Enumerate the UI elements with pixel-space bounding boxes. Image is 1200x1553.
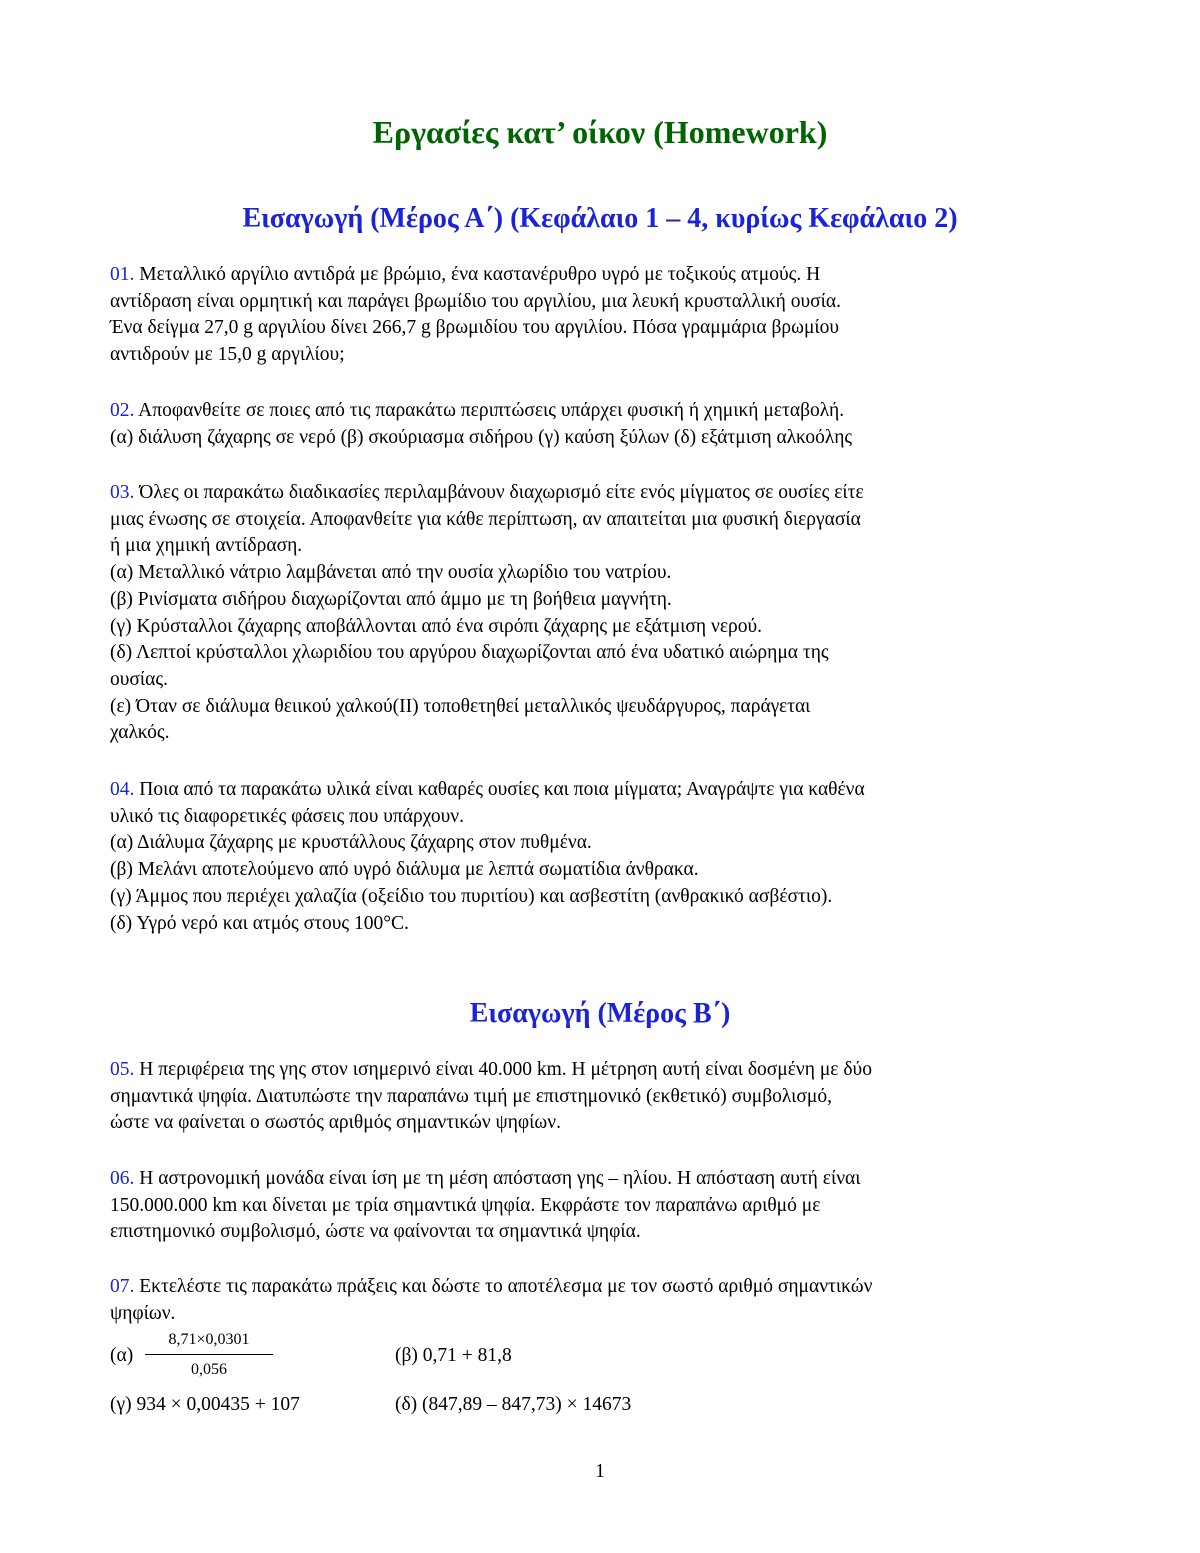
exercise-line: (β) Ρινίσματα σιδήρου διαχωρίζονται από άμμο με τη βοήθεια μαγνήτη. [110,588,672,610]
section-heading-part-a: Εισαγωγή (Μέρος Α΄) (Κεφάλαιο 1 – 4, κυρίως Κεφάλαιο 2) [242,203,958,234]
exercise-number: 06. [110,1168,135,1189]
exercise-number: 02. [110,400,135,421]
exercise-line: επιστημονικό συμβολισμό, ώστε να φαίνονται τα σημαντικά ψηφία. [110,1221,641,1243]
exercise-line: (ε) Όταν σε διάλυμα θειικού χαλκού(ΙΙ) τοποθετηθεί μεταλλικός ψευδάργυρος, παράγεται [110,695,811,717]
exercise-line: (α) διάλυση ζάχαρης σε νερό (β) σκούριασμα σιδήρου (γ) καύση ξύλων (δ) εξάτμιση αλκοόλης [110,426,853,448]
exercise-line [110,777,1100,804]
exercise-line: ψηφίων. [110,1302,176,1324]
exercise-text: Αποφανθείτε σε ποιες από τις παρακάτω περιπτώσεις υπάρχει φυσική ή χημική μεταβολή. [134,400,845,421]
exercise-text: Εκτελέστε τις παρακάτω πράξεις και δώστε το αποτέλεσμα με τον σωστό αριθμό σημαντικών [134,1276,873,1297]
exercise-line: (δ) Λεπτοί κρύσταλλοι χλωριδίου του αργύρου διαχωρίζονται από ένα υδατικό αιώρημα της [110,642,829,664]
exercise-line: (γ) Άμμος που περιέχει χαλαζία (οξείδιο του πυριτίου) και ασβεστίτη (ανθρακικό ασβέστιο). [110,885,833,907]
exercise-line: ουσίας. [110,668,168,690]
exercise-text: Η περιφέρεια της γης στον ισημερινό είναι 40.000 km. Η μέτρηση αυτή είναι δοσμένη με δύο [134,1059,872,1080]
exercise-line: ή μια χημική αντίδραση. [110,535,303,557]
exercise-text: Όλες οι παρακάτω διαδικασίες περιλαμβάνουν διαχωρισμό είτε ενός μίγματος σε ουσίες είτε [134,482,864,503]
exercise-line: (α) Διάλυμα ζάχαρης με κρυστάλλους ζάχαρης στον πυθμένα. [110,832,592,854]
math-b: (β) 0,71 + 81,8 [395,1345,512,1366]
exercise-01 [110,262,1100,369]
document-title: Εργασίες κατ’ οίκον (Homework) [372,114,828,150]
exercise-04 [110,777,1100,937]
fraction-numerator: 8,71×0,0301 [168,1331,250,1348]
math-a-label: (α) [110,1345,134,1366]
exercise-line: χαλκός. [110,722,170,744]
exercise-line [110,262,1100,289]
fraction [145,1326,273,1383]
exercise-line [110,480,1100,507]
exercise-text: Η αστρονομική μονάδα είναι ίση με τη μέση απόσταση γης – ηλίου. Η απόσταση αυτή είναι [134,1168,861,1189]
exercise-06 [110,1166,1100,1246]
exercise-05 [110,1057,1100,1137]
exercise-line: (α) Μεταλλικό νάτριο λαμβάνεται από την ουσία χλωρίδιο του νατρίου. [110,562,672,584]
exercise-number: 03. [110,482,135,503]
math-d: (δ) (847,89 – 847,73) × 14673 [395,1394,632,1415]
exercise-02 [110,398,1100,451]
exercise-number: 04. [110,779,135,800]
exercise-line: αντίδραση είναι ορμητική και παράγει βρωμίδιο του αργιλίου, μια λευκή κρυσταλλική ουσία. [110,290,842,312]
exercise-line [110,1166,1100,1193]
exercise-text: Μεταλλικό αργίλιο αντιδρά με βρώμιο, ένα καστανέρυθρο υγρό με τοξικούς ατμούς. Η [134,264,821,285]
fraction-denominator: 0,056 [191,1361,227,1378]
exercise-line: σημαντικά ψηφία. Διατυπώστε την παραπάνω τιμή με επιστημονικό (εκθετικό) συμβολισμό, [110,1085,832,1107]
exercise-number: 01. [110,264,135,285]
exercise-line: (γ) Κρύσταλλοι ζάχαρης αποβάλλονται από ένα σιρόπι ζάχαρης με εξάτμιση νερού. [110,615,763,637]
exercise-number: 07. [110,1276,135,1297]
exercise-number: 05. [110,1059,135,1080]
exercise-line: υλικό τις διαφορετικές φάσεις που υπάρχουν. [110,805,464,827]
exercise-line: Ένα δείγμα 27,0 g αργιλίου δίνει 266,7 g βρωμιδίου του αργιλίου. Πόσα γραμμάρια βρωμίου [110,317,840,339]
exercise-03 [110,480,1100,747]
page-number: 1 [595,1461,605,1482]
exercise-line [110,398,1100,425]
exercise-line [110,1274,1100,1301]
exercise-line: (β) Μελάνι αποτελούμενο από υγρό διάλυμα με λεπτά σωματίδια άνθρακα. [110,859,699,881]
exercise-line: ώστε να φαίνεται ο σωστός αριθμός σημαντικών ψηφίων. [110,1112,561,1134]
exercise-line: 150.000.000 km και δίνεται με τρία σημαντικά ψηφία. Εκφράστε τον παραπάνω αριθμό με [110,1194,821,1216]
exercise-line [110,1057,1100,1084]
exercise-line: μιας ένωσης σε στοιχεία. Αποφανθείτε για κάθε περίπτωση, αν απαιτείται μια φυσική διεργασία [110,508,861,530]
math-c: (γ) 934 × 0,00435 + 107 [110,1394,300,1415]
exercise-text: Ποια από τα παρακάτω υλικά είναι καθαρές ουσίες και ποια μίγματα; Αναγράψτε για καθένα [134,779,865,800]
section-heading-part-b: Εισαγωγή (Μέρος Β΄) [469,998,731,1029]
exercise-07 [110,1274,1100,1327]
exercise-line: (δ) Υγρό νερό και ατμός στους 100°C. [110,912,409,934]
exercise-line: αντιδρούν με 15,0 g αργιλίου; [110,344,345,366]
